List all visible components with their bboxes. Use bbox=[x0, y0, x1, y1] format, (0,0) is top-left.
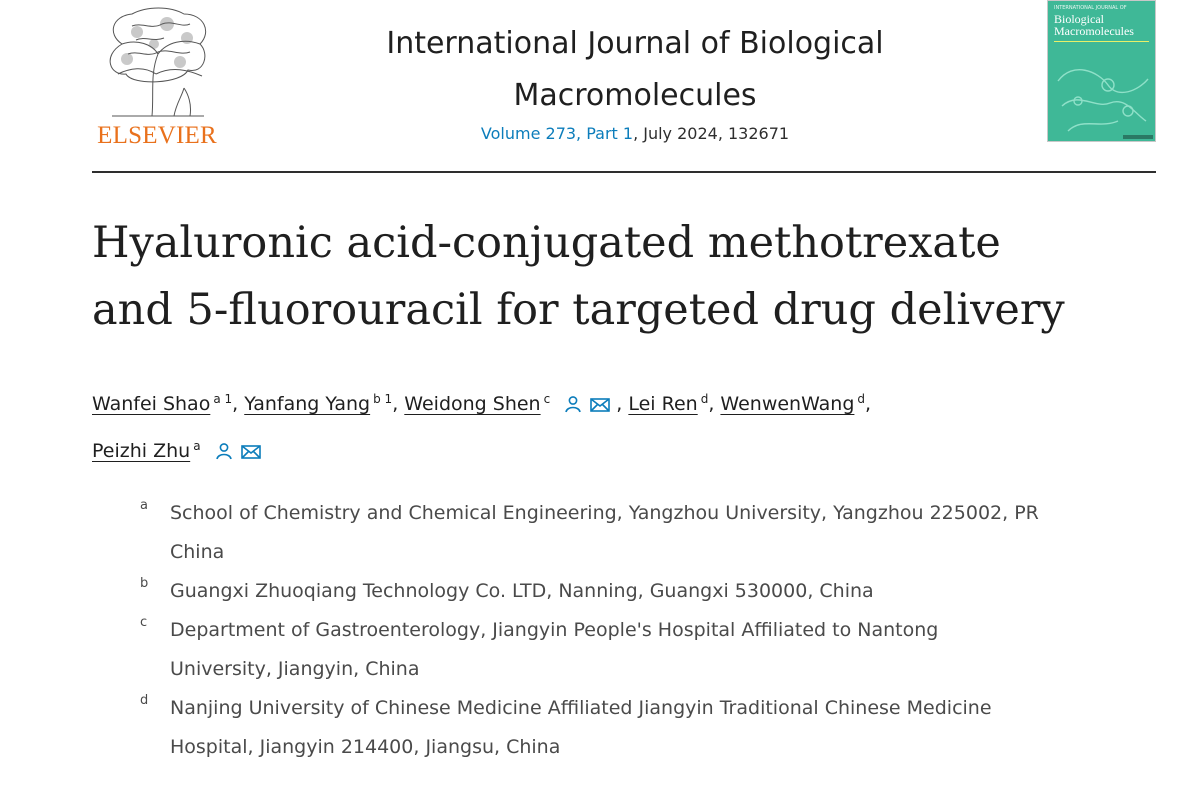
publisher-name: ELSEVIER bbox=[97, 122, 217, 149]
author-affiliation-marker: a bbox=[193, 439, 201, 453]
header-divider bbox=[92, 171, 1156, 173]
author-separator: , bbox=[616, 393, 623, 415]
person-icon[interactable] bbox=[564, 388, 582, 427]
author-affiliation-marker: a 1 bbox=[213, 392, 233, 406]
issue-link[interactable]: Volume 273, Part 1 bbox=[480, 124, 634, 143]
affiliation-text-line1: Nanjing University of Chinese Medicine Affiliated Jiangyin Traditional Chinese Medicine bbox=[170, 697, 992, 719]
author-item bbox=[404, 393, 622, 415]
cover-divider bbox=[1054, 41, 1149, 42]
author-separator: , bbox=[232, 393, 239, 415]
author-separator: , bbox=[865, 393, 872, 415]
affiliation-text-line2: University, Jiangyin, China bbox=[170, 658, 420, 680]
affiliation-item bbox=[140, 494, 1170, 572]
affiliation-label: d bbox=[140, 693, 149, 708]
elsevier-tree-icon bbox=[92, 4, 222, 122]
journal-title-line1[interactable]: International Journal of Biological bbox=[386, 26, 884, 61]
affiliation-item bbox=[140, 611, 1170, 689]
journal-title[interactable] bbox=[320, 18, 950, 122]
journal-cover-image[interactable] bbox=[1047, 0, 1156, 142]
author-separator: , bbox=[708, 393, 715, 415]
author-name-link[interactable]: Peizhi Zhu bbox=[92, 440, 191, 462]
author-affiliation-marker: b 1 bbox=[373, 392, 393, 406]
journal-issue bbox=[320, 124, 950, 143]
author-name-link[interactable]: Weidong Shen bbox=[404, 393, 541, 415]
author-affiliation-marker: c bbox=[543, 392, 551, 406]
affiliation-text-line1: Guangxi Zhuoqiang Technology Co. LTD, Nanning, Guangxi 530000, China bbox=[170, 580, 874, 602]
author-name-link[interactable]: WenwenWang bbox=[720, 393, 855, 415]
person-icon[interactable] bbox=[215, 435, 233, 474]
author-name-link[interactable]: Wanfei Shao bbox=[92, 393, 211, 415]
article-title-line1: Hyaluronic acid-conjugated methotrexate bbox=[92, 218, 1001, 268]
affiliation-text-line1: School of Chemistry and Chemical Engineering, Yangzhou University, Yangzhou 225002, PR bbox=[170, 502, 1039, 524]
cover-title-line1: Biological bbox=[1054, 12, 1104, 26]
affiliation-text-line1: Department of Gastroenterology, Jiangyin People's Hospital Affiliated to Nantong bbox=[170, 619, 939, 641]
affiliation-text-line2: China bbox=[170, 541, 225, 563]
author-name-link[interactable]: Lei Ren bbox=[628, 393, 698, 415]
cover-art-icon bbox=[1048, 51, 1156, 142]
author-item bbox=[720, 393, 871, 415]
cover-title-line2: Macromolecules bbox=[1054, 24, 1134, 38]
affiliation-item bbox=[140, 689, 1170, 767]
author-item bbox=[92, 393, 238, 415]
author-item bbox=[92, 440, 261, 462]
affiliation-text-line2: Hospital, Jiangyin 214400, Jiangsu, China bbox=[170, 736, 561, 758]
envelope-icon[interactable] bbox=[590, 388, 610, 427]
affiliation-label: a bbox=[140, 498, 148, 513]
affiliation-list bbox=[140, 494, 1170, 767]
affiliation-item bbox=[140, 572, 1170, 611]
cover-top-text: INTERNATIONAL JOURNAL OF bbox=[1054, 5, 1127, 11]
journal-title-line2[interactable]: Macromolecules bbox=[513, 78, 757, 113]
envelope-icon[interactable] bbox=[241, 435, 261, 474]
author-affiliation-marker: d bbox=[857, 392, 866, 406]
article-title bbox=[92, 210, 1172, 344]
elsevier-logo[interactable] bbox=[92, 4, 222, 149]
author-name-link[interactable]: Yanfang Yang bbox=[244, 393, 371, 415]
journal-header bbox=[320, 18, 950, 143]
article-title-line2: and 5-fluorouracil for targeted drug delivery bbox=[92, 285, 1065, 335]
affiliation-label: b bbox=[140, 576, 149, 591]
affiliation-label: c bbox=[140, 615, 148, 630]
author-list bbox=[92, 380, 1156, 474]
author-affiliation-marker: d bbox=[700, 392, 709, 406]
cover-title bbox=[1054, 13, 1154, 37]
issue-details: , July 2024, 132671 bbox=[633, 124, 790, 143]
author-item bbox=[244, 393, 398, 415]
author-separator: , bbox=[392, 393, 399, 415]
author-item bbox=[628, 393, 714, 415]
